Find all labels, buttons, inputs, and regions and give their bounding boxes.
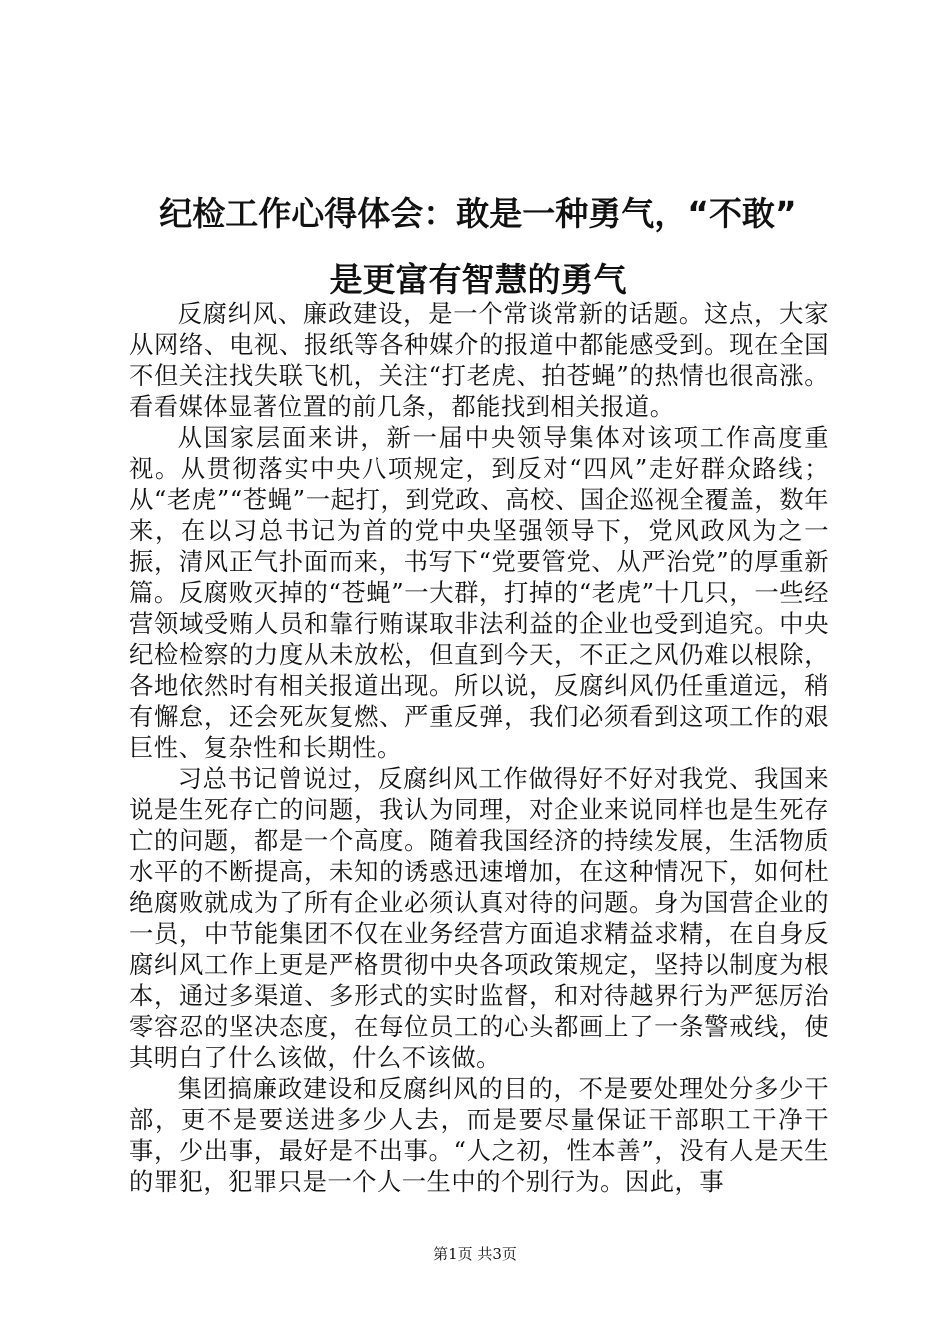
paragraph: 反腐纠风、廉政建设，是一个常谈常新的话题。这点，大家从网络、电视、报纸等各种媒介的报道中都能感受到。现在全国不但关注找失联飞机，关注“打老虎、拍苍蝇”的热情也很高涨。看看媒体显著位置的前几条，都能找到相关报道。 (129, 299, 829, 421)
document-body (129, 298, 829, 1197)
title-line-1: 纪检工作心得体会：敢是一种勇气，“不敢” (159, 194, 797, 233)
paragraph: 集团搞廉政建设和反腐纠风的目的，不是要处理处分多少干部，更不是要送进多少人去，而是要尽量保证干部职工干净干事，少出事，最好是不出事。“人之初，性本善”，没有人是天生的罪犯，犯罪只是一个人一生中的个别行为。因此，事 (129, 1074, 829, 1196)
paragraph: 从国家层面来讲，新一届中央领导集体对该项工作高度重视。从贯彻落实中央八项规定，到反对“四风”走好群众路线；从“老虎”“苍蝇”一起打，到党政、高校、国企巡视全覆盖，数年来，在以习总书记为首的党中央坚强领导下，党风政风为之一振，清风正气扑面而来，书写下“党要管党、从严治党”的厚重新篇。反腐败灭掉的“苍蝇”一大群，打掉的“老虎”十几只，一些经营领域受贿人员和靠行贿谋取非法利益的企业也受到追究。中央纪检检察的力度从未放松，但直到今天，不正之风仍难以根除，各地依然时有相关报道出现。所以说，反腐纠风仍任重道远，稍有懈怠，还会死灰复燃、严重反弹，我们必须看到这项工作的艰巨性、复杂性和长期性。 (129, 423, 829, 762)
document-title (128, 181, 828, 313)
page-footer (0, 1244, 950, 1264)
title-line-2: 是更富有智慧的勇气 (329, 260, 627, 299)
paragraph: 习总书记曾说过，反腐纠风工作做得好不好对我党、我国来说是生死存亡的问题，我认为同理，对企业来说同样也是生死存亡的问题，都是一个高度。随着我国经济的持续发展，生活物质水平的不断提高，未知的诱惑迅速增加，在这种情况下，如何杜绝腐败就成为了所有企业必须认真对待的问题。身为国营企业的一员，中节能集团不仅在业务经营方面追求精益求精，在自身反腐纠风工作上更是严格贯彻中央各项政策规定，坚持以制度为根本，通过多渠道、多形式的实时监督，和对待越界行为严惩厉治零容忍的坚决态度，在每位员工的心头都画上了一条警戒线，使其明白了什么该做，什么不该做。 (129, 764, 829, 1072)
page-number: 第1页 共3页 (433, 1245, 517, 1263)
